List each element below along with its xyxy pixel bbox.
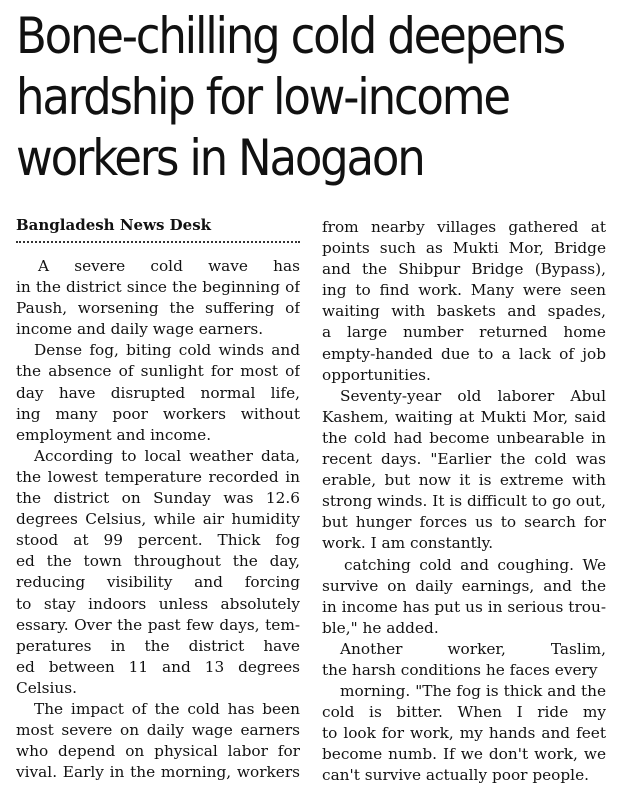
text-line: essary. Over the past few days, tem- xyxy=(16,615,300,634)
text-line: Another worker, Taslim, xyxy=(340,639,606,658)
text-line: strong winds. It is difficult to go out, xyxy=(322,492,606,511)
text-line: a large number returned home xyxy=(322,323,606,342)
headline-line: workers in Naogaon xyxy=(16,129,424,187)
headline-line: hardship for low-income xyxy=(16,68,509,126)
text-line: opportunities. xyxy=(322,365,431,384)
text-line: points such as Mukti Mor, Bridge xyxy=(322,239,606,258)
headline-line: Bone-chilling cold deepens xyxy=(16,7,564,65)
headline xyxy=(16,6,616,189)
text-line: income and daily wage earners. xyxy=(16,320,264,339)
text-line: stood at 99 percent. Thick fog xyxy=(16,531,300,550)
text-line: reducing visibility and forcing xyxy=(16,573,300,592)
text-line: to stay indoors unless absolutely xyxy=(16,594,300,613)
text-line: the absence of sunlight for most of xyxy=(16,362,300,381)
text-line: Paush, worsening the suffering of xyxy=(16,299,300,318)
text-line: ed between 11 and 13 degrees xyxy=(16,657,300,676)
text-line: but hunger forces us to search for xyxy=(322,513,606,532)
article-column-left xyxy=(16,215,300,783)
text-line: and the Shibpur Bridge (Bypass), xyxy=(322,260,606,279)
text-line: peratures in the district have xyxy=(16,636,300,655)
left-column-text xyxy=(16,256,300,783)
text-line: to look for work, my hands and feet xyxy=(322,724,606,743)
text-line: cold is bitter. When I ride my xyxy=(322,703,606,722)
text-line: the harsh conditions he faces every xyxy=(322,660,598,679)
text-line: most severe on daily wage earners xyxy=(16,721,300,740)
right-column-text xyxy=(322,217,606,787)
text-line: A severe cold wave has xyxy=(38,257,300,275)
text-line: the cold had become unbearable in xyxy=(322,428,606,447)
text-line: who depend on physical labor for xyxy=(16,742,300,761)
text-line: become numb. If we don't work, we xyxy=(322,745,606,764)
text-line: survive on daily earnings, and the xyxy=(322,576,606,595)
text-line: employment and income. xyxy=(16,425,212,444)
text-line: degrees Celsius, while air humidity xyxy=(16,510,300,529)
text-line: Seventy-year old laborer Abul xyxy=(340,386,606,405)
text-line: waiting with baskets and spades, xyxy=(322,302,606,321)
text-line: work. I am constantly. xyxy=(322,534,494,553)
text-line: ble," he added. xyxy=(322,618,439,637)
text-line: According to local weather data, xyxy=(34,446,300,465)
text-line: day have disrupted normal life, xyxy=(16,383,300,402)
text-line: Kashem, waiting at Mukti Mor, said xyxy=(322,407,606,426)
text-line: ed the town throughout the day, xyxy=(16,552,300,571)
text-line: from nearby villages gathered at xyxy=(322,218,606,236)
text-line: erable, but now it is extreme with xyxy=(322,471,606,490)
text-line: empty-handed due to a lack of job xyxy=(322,344,606,363)
text-line: catching cold and coughing. We xyxy=(344,555,606,574)
text-line: ing many poor workers without xyxy=(16,404,300,423)
text-line: Dense fog, biting cold winds and xyxy=(34,341,300,360)
text-line: can't survive actually poor people. xyxy=(322,766,589,785)
text-line: ing to find work. Many were seen xyxy=(322,281,606,300)
text-line: Celsius. xyxy=(16,678,77,697)
text-line: recent days. "Earlier the cold was xyxy=(322,450,606,469)
text-line: vival. Early in the morning, workers xyxy=(16,763,300,782)
byline: Bangladesh News Desk xyxy=(16,215,300,243)
text-line: The impact of the cold has been xyxy=(34,699,300,718)
text-line: in income has put us in serious trou- xyxy=(322,597,606,616)
text-line: in the district since the beginning of xyxy=(16,278,300,297)
text-line: the district on Sunday was 12.6 xyxy=(16,489,300,508)
text-line: morning. "The fog is thick and the xyxy=(340,682,606,701)
article-column-right xyxy=(322,217,606,787)
text-line: the lowest temperature recorded in xyxy=(16,467,300,486)
